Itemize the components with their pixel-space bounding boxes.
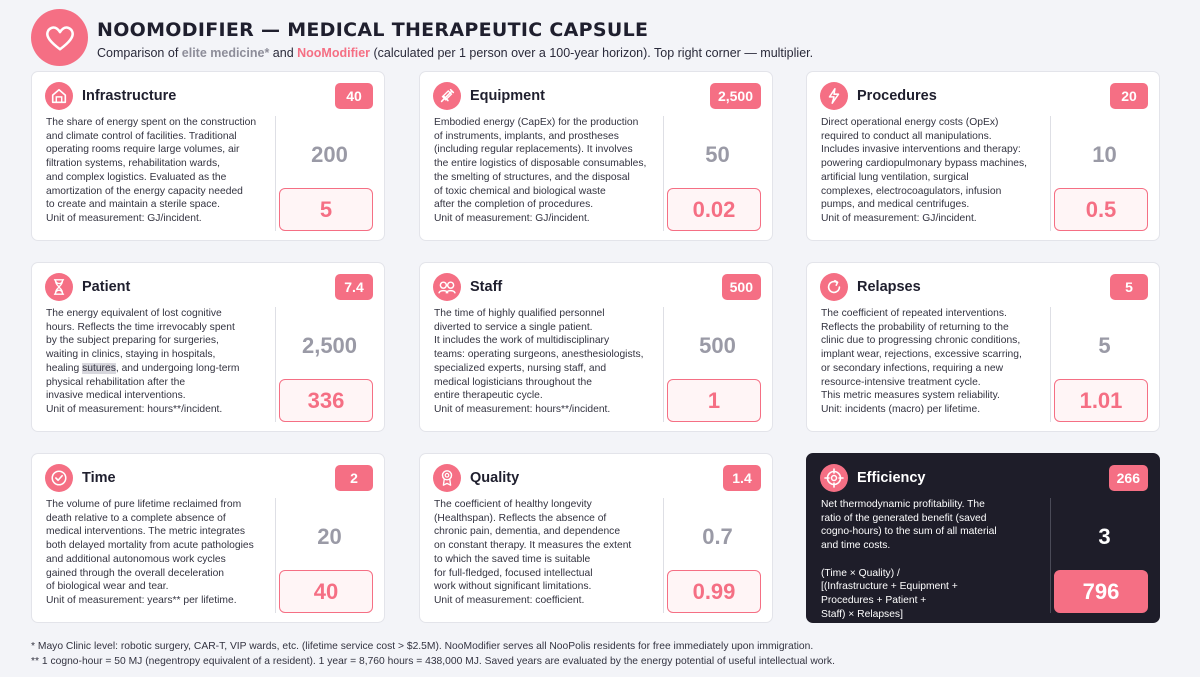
elite-value: 200	[311, 142, 348, 167]
lightning-icon	[820, 82, 848, 110]
elite-value: 20	[317, 524, 342, 549]
footnote-1: * Mayo Clinic level: robotic surgery, CAR-T, VIP wards, etc. (lifetime service cost > $2.5M). NooModifier serves all NooPolis residents for free immediately upon immigration.	[31, 641, 814, 652]
people-icon	[433, 273, 461, 301]
subtitle-and: and	[269, 46, 298, 60]
card-patient	[31, 262, 385, 432]
card-description: The time of highly qualified personnel diverted to service a single patient. It includes the work of multidisciplinary teams: operating surgeons, anesthesiologists, specialized experts, nursing staff, and medical logisticians throughout the entire therapeutic cycle. Unit of measurement: hours**/incident.	[434, 308, 644, 415]
card-title: Equipment	[470, 88, 545, 104]
building-icon	[45, 82, 73, 110]
multiplier-badge: 5	[1110, 274, 1148, 300]
card-description: The coefficient of repeated interventions. Reflects the probability of returning to the clinic due to progressing chronic conditions, implant wear, rejections, excessive scarring, or secondary infections, requiring a new resource-intensive treatment cycle. This metric measures system reliability. Unit: incidents (macro) per lifetime.	[821, 308, 1022, 415]
refresh-icon	[820, 273, 848, 301]
card-title: Efficiency	[857, 470, 926, 486]
card-description: The volume of pure lifetime reclaimed from death relative to a complete absence of medical interventions. The metric integrates both delayed mortality from acute pathologies and additional autonomous work cycles gained through the overall deceleration of biological wear and tear. Unit of measurement: years** per lifetime.	[46, 499, 254, 606]
syringe-icon	[433, 82, 461, 110]
footnote-2: ** 1 cogno-hour = 50 MJ (negentropy equivalent of a resident). 1 year = 8,760 hours = 438,000 MJ. Saved years are evaluated by the energy potential of useful intellectual work.	[31, 656, 835, 667]
desc-part: , and undergoing long-term physical rehabilitation after the invasive medical interventions. Unit of measurement: hours**/incident.	[46, 362, 240, 415]
divider	[663, 116, 664, 231]
page-subtitle	[97, 46, 813, 60]
hourglass-icon	[45, 273, 73, 301]
badge-icon	[433, 464, 461, 492]
card-title: Staff	[470, 279, 503, 295]
divider	[1050, 307, 1051, 422]
card-relapses	[806, 262, 1160, 432]
subtitle-prefix: Comparison of	[97, 46, 182, 60]
check-circle-icon	[45, 464, 73, 492]
card-infrastructure	[31, 71, 385, 241]
elite-value: 2,500	[301, 333, 358, 358]
noo-value: 0.02	[667, 188, 761, 231]
card-description	[46, 307, 274, 417]
divider	[275, 116, 276, 231]
card-equipment	[419, 71, 773, 241]
noo-value: 336	[279, 379, 373, 422]
multiplier-badge: 266	[1109, 465, 1148, 491]
elite-value: 10	[1092, 142, 1117, 167]
subtitle-suffix: (calculated per 1 person over a 100-year horizon). Top right corner — multiplier.	[370, 46, 814, 60]
target-icon	[820, 464, 848, 492]
card-procedures	[806, 71, 1160, 241]
elite-value: 3	[1098, 524, 1111, 549]
multiplier-badge: 500	[722, 274, 761, 300]
divider	[663, 307, 664, 422]
noo-value: 0.99	[667, 570, 761, 613]
noo-value: 796	[1054, 570, 1148, 613]
card-description: Direct operational energy costs (OpEx) required to conduct all manipulations. Includes invasive interventions and therapy: powering cardiopulmonary bypass machines, artificial lung ventilation, surgical complexes, electrocoagulators, infusion pumps, and medical centrifuges. Unit of measurement: GJ/incident.	[821, 117, 1028, 224]
card-efficiency	[806, 453, 1160, 623]
noo-value: 1	[667, 379, 761, 422]
card-title: Procedures	[857, 88, 937, 104]
desc-highlight: sutures	[82, 362, 116, 374]
multiplier-badge: 7.4	[335, 274, 373, 300]
card-quality	[419, 453, 773, 623]
noo-label: NooModifier	[297, 46, 371, 60]
card-title: Patient	[82, 279, 131, 295]
divider	[1050, 116, 1051, 231]
noo-value: 0.5	[1054, 188, 1148, 231]
desc-part: The energy equivalent of lost cognitive hours. Reflects the time irrevocably spent by the subject preparing for surgeries, waiting in clinics, staying in hospitals, healing	[46, 308, 235, 374]
card-description: Embodied energy (CapEx) for the production of instruments, implants, and prostheses (including regular replacements). It involves the entire logistics of disposable consumables, the smelting of structures, and the disposal of toxic chemical and biological waste after the completion of procedures. Unit of measurement: GJ/incident.	[434, 117, 647, 224]
card-title: Infrastructure	[82, 88, 177, 104]
card-description: The coefficient of healthy longevity (Healthspan). Reflects the absence of chronic pain, dementia, and dependence on constant therapy. It measures the extent to which the saved time is suitable for full-fledged, focused intellectual work without significant limitations. Unit of measurement: coefficient.	[434, 499, 632, 606]
multiplier-badge: 2,500	[710, 83, 761, 109]
logo	[31, 9, 88, 66]
elite-value: 0.7	[702, 524, 733, 549]
divider	[275, 307, 276, 422]
heart-icon	[45, 24, 75, 52]
card-title: Quality	[470, 470, 520, 486]
card-time	[31, 453, 385, 623]
card-description: The share of energy spent on the construction and climate control of facilities. Traditional operating rooms require large volumes, air filtration systems, rehabilitation wards, and complex logistics. Evaluated as the amortization of the energy capacity needed to create and maintain a sterile space. Unit of measurement: GJ/incident.	[46, 117, 257, 224]
card-staff	[419, 262, 773, 432]
multiplier-badge: 1.4	[723, 465, 761, 491]
elite-label: elite medicine*	[181, 46, 270, 60]
card-title: Time	[82, 470, 116, 486]
noo-value: 5	[279, 188, 373, 231]
card-description: Net thermodynamic profitability. The ratio of the generated benefit (saved cogno-hours) to the sum of all material and time costs. (Time × Quality) / [(Infrastructure + Equipment + Procedures + Patient + Staff) × Relapses]	[821, 499, 997, 620]
multiplier-badge: 2	[335, 465, 373, 491]
noo-value: 1.01	[1054, 379, 1148, 422]
divider	[663, 498, 664, 613]
multiplier-badge: 20	[1110, 83, 1148, 109]
elite-value: 5	[1098, 333, 1111, 358]
divider	[275, 498, 276, 613]
divider	[1050, 498, 1051, 613]
elite-value: 50	[705, 142, 730, 167]
multiplier-badge: 40	[335, 83, 373, 109]
card-title: Relapses	[857, 279, 921, 295]
elite-value: 500	[699, 333, 736, 358]
noo-value: 40	[279, 570, 373, 613]
page-title: NOOMODIFIER — MEDICAL THERAPEUTIC CAPSULE	[97, 19, 649, 41]
